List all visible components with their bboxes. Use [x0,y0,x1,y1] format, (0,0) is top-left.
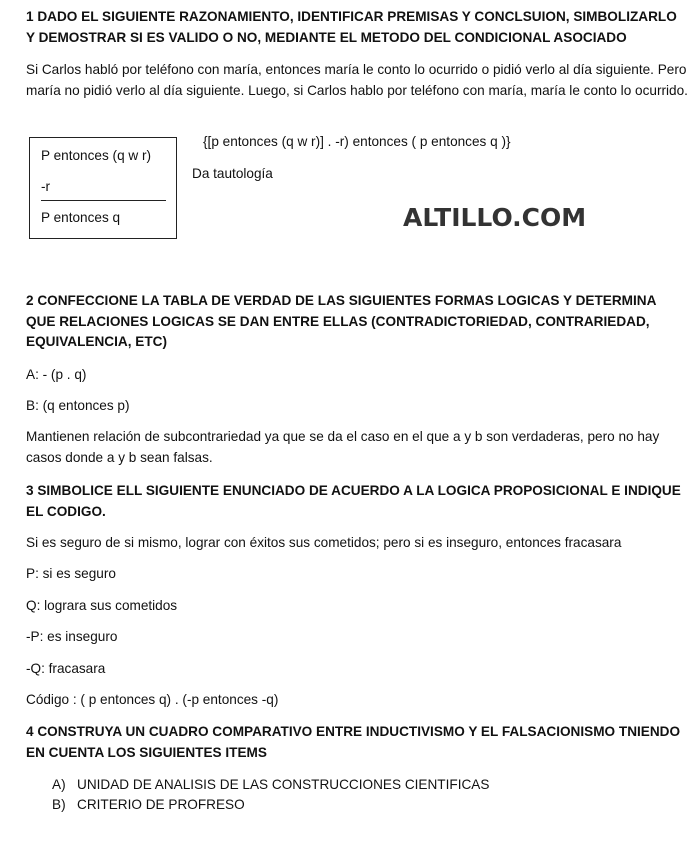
section3-heading: 3 SIMBOLICE ELL SIGUIENTE ENUNCIADO DE ACUERDO A LA LOGICA PROPOSICIONAL E INDIQUE EL CODIGO. [26,483,681,519]
watermark-logo: ALTILLO.COM [403,203,587,232]
premise-2: -r [41,179,51,194]
form-b: B: (q entonces p) [26,398,130,413]
section4-heading: 4 CONSTRUYA UN CUADRO COMPARATIVO ENTRE INDUCTIVISMO Y EL FALSACIONISMO TNIENDO EN CUENTA LOS SIGUIENTES ITEMS [26,724,681,760]
section2-answer: Mantienen relación de subcontrariedad ya que se da el caso en el que a y b son verdaderas, pero no hay casos donde a y b sean falsas. [26,429,660,465]
result-text: Da tautología [192,166,273,181]
list-item-marker: A) [52,777,66,792]
form-a: A: - (p . q) [26,367,87,382]
premise-1: P entonces (q w r) [41,148,152,163]
list-item: UNIDAD DE ANALISIS DE LAS CONSTRUCCIONES CIENTIFICAS [77,777,490,792]
definition-not-p: -P: es inseguro [26,629,118,644]
definition-not-q: -Q: fracasara [26,661,106,676]
inference-line [41,200,166,201]
symbolic-code: Código : ( p entonces q) . (-p entonces -q) [26,692,279,707]
definition-p: P: si es seguro [26,566,116,581]
section1-heading: 1 DADO EL SIGUIENTE RAZONAMIENTO, IDENTIFICAR PREMISAS Y CONCLSUION, SIMBOLIZARLO Y DEMOSTRAR SI ES VALIDO O NO, MEDIANTE EL METODO DEL CONDICIONAL ASOCIADO [26,9,677,45]
section2-heading: 2 CONFECCIONE LA TABLA DE VERDAD DE LAS SIGUIENTES FORMAS LOGICAS Y DETERMINA QUE RELACIONES LOGICAS SE DAN ENTRE ELLAS (CONTRADICTORIEDAD, CONTRARIEDAD, EQUIVALENCIA, ETC) [26,293,656,349]
list-item: CRITERIO DE PROFRESO [77,797,245,812]
list-item-marker: B) [52,797,66,812]
section1-paragraph: Si Carlos habló por teléfono con maría, entonces maría le conto lo ocurrido o pidió verlo al día siguiente. Pero maría no pidió verlo al día siguiente. Luego, si Carlos hablo por teléfono con maría, maría le conto lo ocurrido. [26,62,688,98]
argument-box [29,137,177,239]
conclusion: P entonces q [41,210,121,225]
definition-q: Q: lograra sus cometidos [26,598,178,613]
associated-conditional-formula: {[p entonces (q w r)] . -r) entonces ( p entonces q )} [203,134,511,149]
section3-statement: Si es seguro de si mismo, lograr con éxitos sus cometidos; pero si es inseguro, entonces fracasara [26,535,622,550]
